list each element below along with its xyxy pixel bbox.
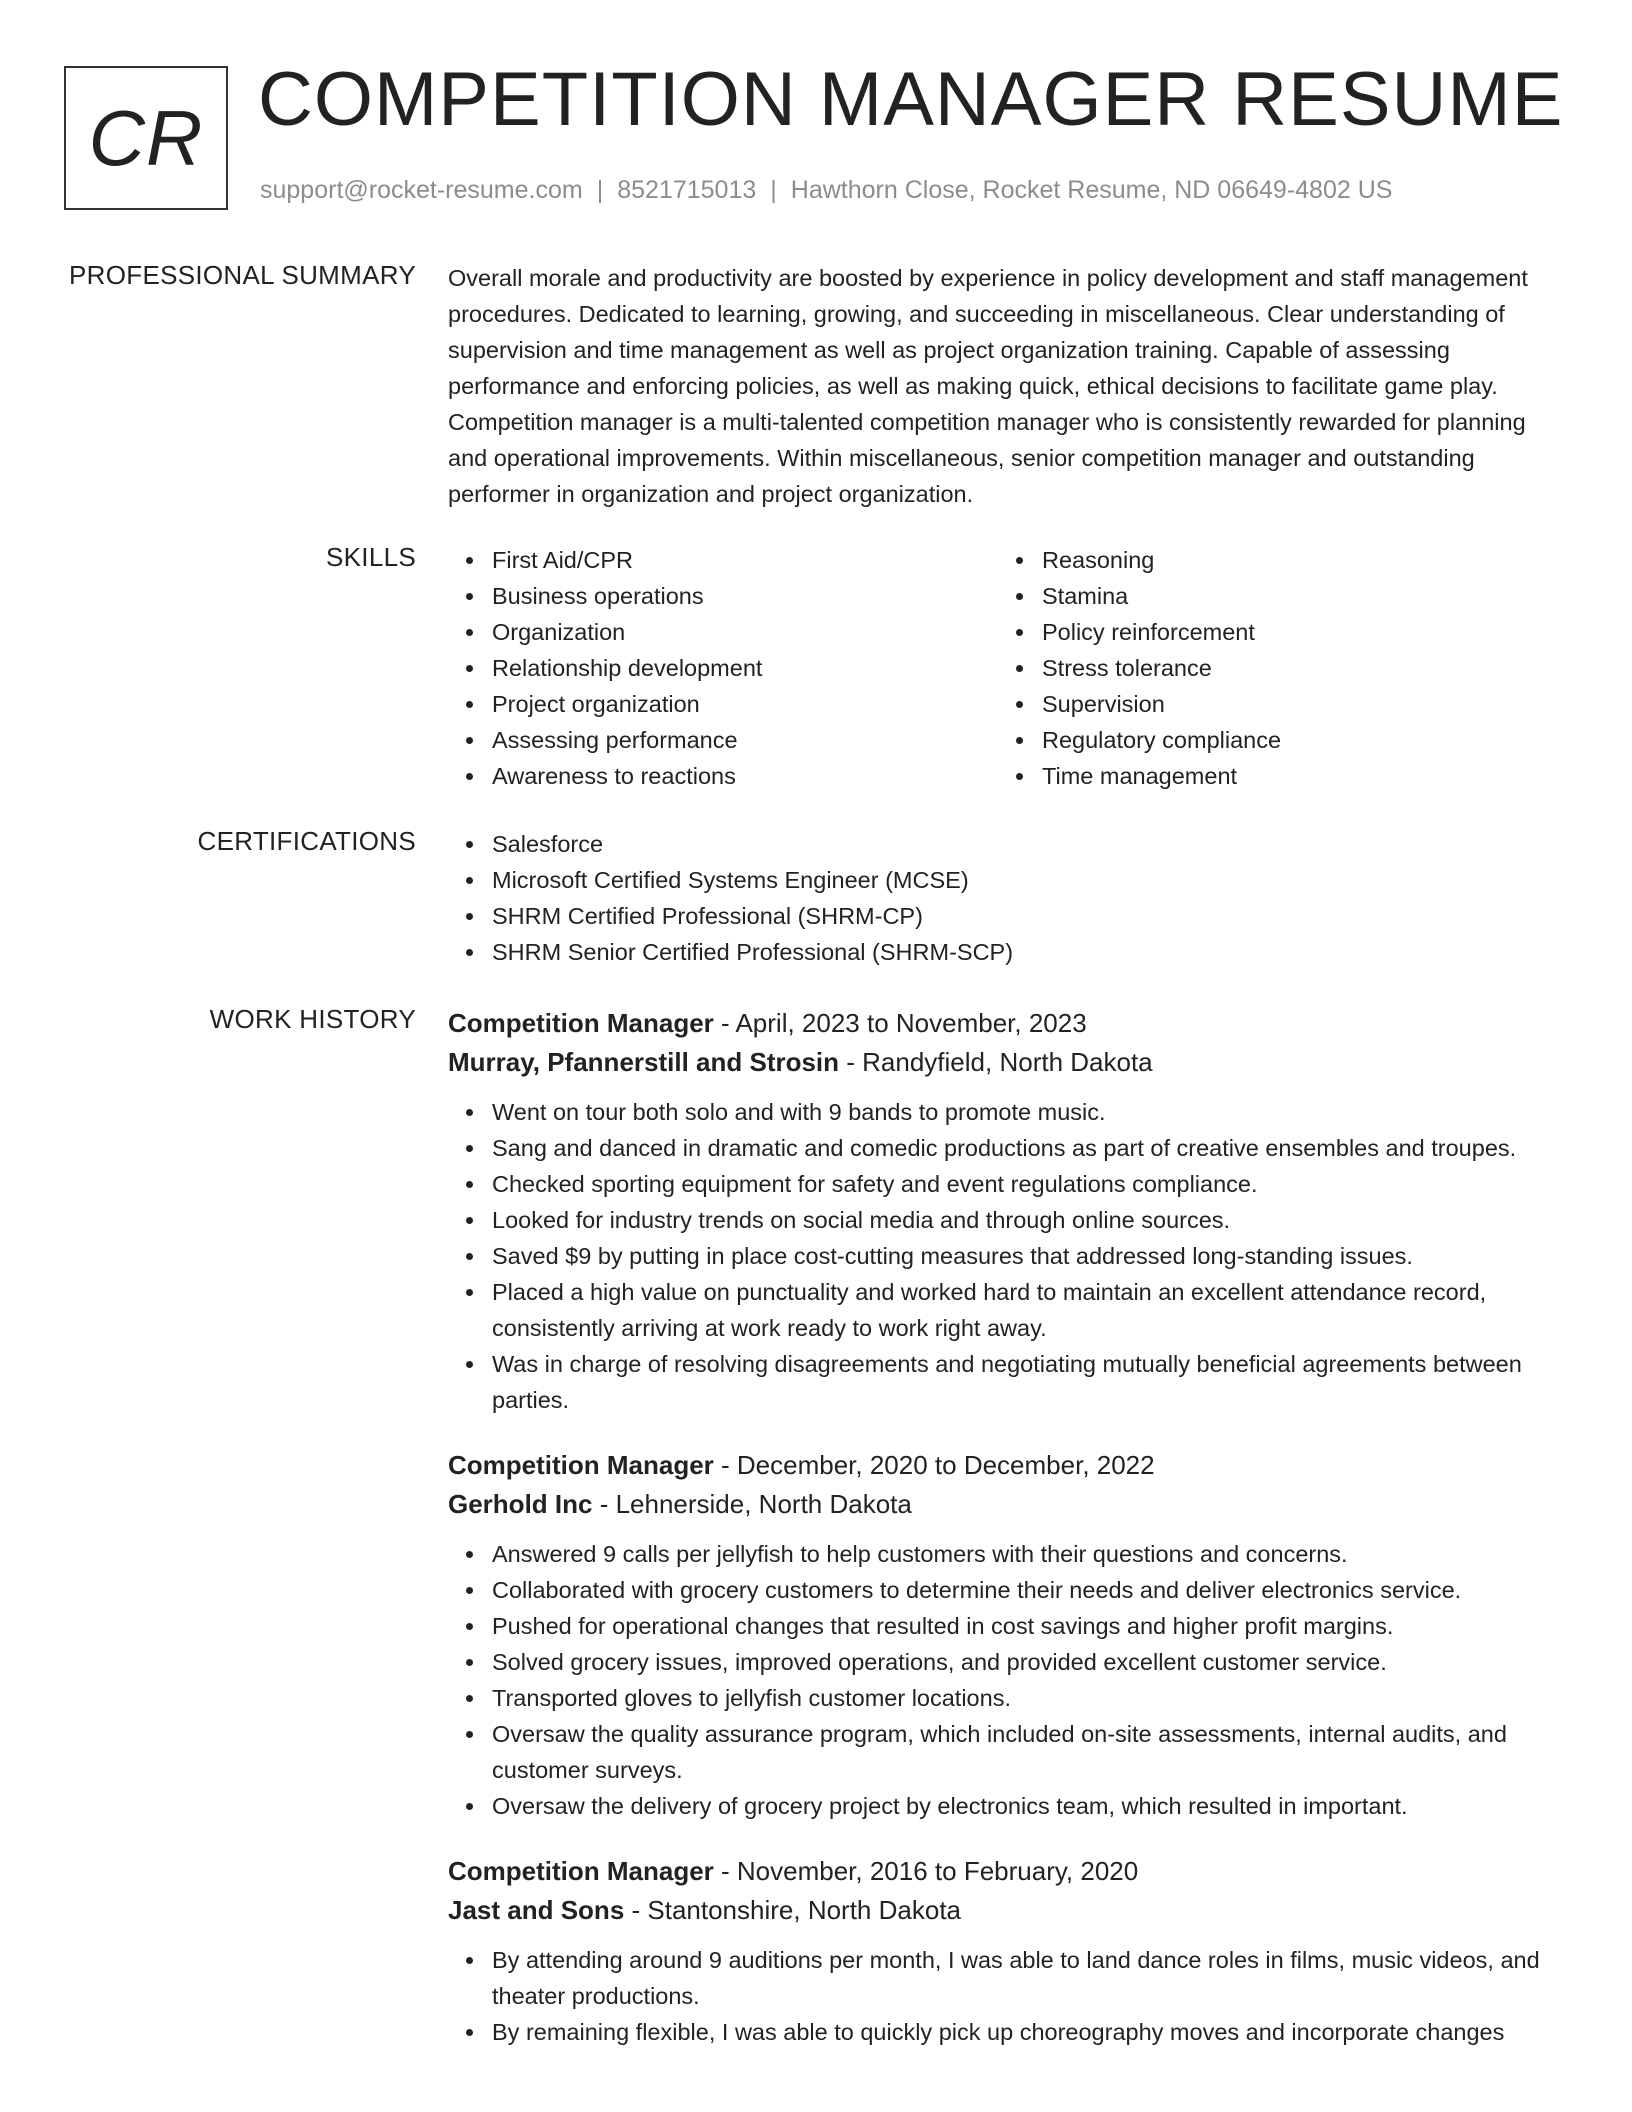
job-duty-item: By attending around 9 auditions per month, I was able to land dance roles in films, music videos, and theater productions. xyxy=(448,1942,1568,2014)
skill-item: Reasoning xyxy=(998,542,1548,578)
monogram-initials: CR xyxy=(88,93,204,182)
certifications-body xyxy=(448,826,1568,970)
job-company-line xyxy=(448,1891,1568,1930)
certification-item: SHRM Senior Certified Professional (SHRM-SCP) xyxy=(448,934,1568,970)
skills-list-left xyxy=(448,542,998,794)
job-duty-item: Went on tour both solo and with 9 bands to promote music. xyxy=(448,1094,1568,1130)
contact-separator: | xyxy=(770,176,777,204)
skill-item: Time management xyxy=(998,758,1548,794)
skill-item: Regulatory compliance xyxy=(998,722,1548,758)
job-company: Murray, Pfannerstill and Strosin xyxy=(448,1047,840,1077)
job-company: Gerhold Inc xyxy=(448,1489,593,1519)
job-duty-item: Transported gloves to jellyfish customer locations. xyxy=(448,1680,1568,1716)
job-duty-item: Checked sporting equipment for safety and event regulations compliance. xyxy=(448,1166,1568,1202)
job-duties-list xyxy=(448,1942,1568,2050)
summary-text: Overall morale and productivity are boosted by experience in policy development and staff management procedures. Dedicated to learning, growing, and succeeding in miscellaneous. Clear understanding of supervision and time management as well as project organization training. Capable of assessing performance and enforcing policies, as well as making quick, ethical decisions to facilitate game play. Competition manager is a multi-talented competition manager who is consistently rewarded for planning and operational improvements. Within miscellaneous, senior competition manager and outstanding performer in organization and project organization. xyxy=(448,265,1528,507)
job-duty-item: By remaining flexible, I was able to quickly pick up choreography moves and incorporate changes xyxy=(448,2014,1568,2050)
job-duty-item: Solved grocery issues, improved operations, and provided excellent customer service. xyxy=(448,1644,1568,1680)
job-entry xyxy=(448,1852,1568,2050)
skill-item: Stamina xyxy=(998,578,1548,614)
job-dates: - November, 2016 to February, 2020 xyxy=(713,1856,1139,1886)
skill-item: Policy reinforcement xyxy=(998,614,1548,650)
contact-line xyxy=(260,176,1392,205)
job-title-line xyxy=(448,1446,1568,1485)
contact-separator: | xyxy=(596,176,604,204)
job-duty-item: Looked for industry trends on social media and through online sources. xyxy=(448,1202,1568,1238)
skill-item: Assessing performance xyxy=(448,722,998,758)
job-title: Competition Manager xyxy=(448,1450,714,1480)
skill-item: First Aid/CPR xyxy=(448,542,998,578)
skill-item: Project organization xyxy=(448,686,998,722)
work-history-heading: WORK HISTORY xyxy=(209,1004,416,1034)
job-title: Competition Manager xyxy=(448,1856,714,1886)
job-dates: - April, 2023 to November, 2023 xyxy=(713,1008,1087,1038)
job-duty-item: Pushed for operational changes that resulted in cost savings and higher profit margins. xyxy=(448,1608,1568,1644)
job-location: - Randyfield, North Dakota xyxy=(839,1047,1153,1077)
job-duty-item: Collaborated with grocery customers to determine their needs and deliver electronics service. xyxy=(448,1572,1568,1608)
job-company-line xyxy=(448,1485,1568,1524)
skill-item: Relationship development xyxy=(448,650,998,686)
certification-item: Salesforce xyxy=(448,826,1568,862)
contact-phone[interactable]: 8521715013 xyxy=(617,176,757,204)
job-duty-item: Was in charge of resolving disagreements and negotiating mutually beneficial agreements between parties. xyxy=(448,1346,1568,1418)
job-location: - Stantonshire, North Dakota xyxy=(624,1895,961,1925)
job-title: Competition Manager xyxy=(448,1008,714,1038)
monogram-badge xyxy=(64,66,228,210)
job-entry xyxy=(448,1446,1568,1824)
contact-email[interactable]: support@rocket-resume.com xyxy=(260,176,583,204)
skill-item: Organization xyxy=(448,614,998,650)
skill-item: Business operations xyxy=(448,578,998,614)
job-duties-list xyxy=(448,1094,1568,1418)
job-location: - Lehnerside, North Dakota xyxy=(592,1489,912,1519)
certifications-heading: CERTIFICATIONS xyxy=(197,826,416,856)
job-duty-item: Sang and danced in dramatic and comedic productions as part of creative ensembles and troupes. xyxy=(448,1130,1568,1166)
job-dates: - December, 2020 to December, 2022 xyxy=(713,1450,1155,1480)
job-duty-item: Answered 9 calls per jellyfish to help customers with their questions and concerns. xyxy=(448,1536,1568,1572)
certification-item: SHRM Certified Professional (SHRM-CP) xyxy=(448,898,1568,934)
skills-list-right xyxy=(998,542,1548,794)
skill-item: Stress tolerance xyxy=(998,650,1548,686)
certification-item: Microsoft Certified Systems Engineer (MCSE) xyxy=(448,862,1568,898)
work-history-body xyxy=(448,1004,1568,2078)
job-entry xyxy=(448,1004,1568,1418)
skill-item: Supervision xyxy=(998,686,1548,722)
job-duty-item: Oversaw the delivery of grocery project by electronics team, which resulted in important. xyxy=(448,1788,1568,1824)
job-duty-item: Saved $9 by putting in place cost-cutting measures that addressed long-standing issues. xyxy=(448,1238,1568,1274)
job-duty-item: Placed a high value on punctuality and worked hard to maintain an excellent attendance record, consistently arriving at work ready to work right away. xyxy=(448,1274,1568,1346)
job-duties-list xyxy=(448,1536,1568,1824)
summary-heading: PROFESSIONAL SUMMARY xyxy=(69,260,416,290)
resume-title: COMPETITION MANAGER RESUME xyxy=(258,57,1564,142)
job-title-line xyxy=(448,1004,1568,1043)
job-duty-item: Oversaw the quality assurance program, which included on-site assessments, internal audits, and customer surveys. xyxy=(448,1716,1568,1788)
certifications-list xyxy=(448,826,1568,970)
job-company: Jast and Sons xyxy=(448,1895,625,1925)
contact-address: Hawthorn Close, Rocket Resume, ND 06649-4802 US xyxy=(790,176,1393,204)
job-title-line xyxy=(448,1852,1568,1891)
skills-heading: SKILLS xyxy=(326,542,416,572)
skill-item: Awareness to reactions xyxy=(448,758,998,794)
job-company-line xyxy=(448,1043,1568,1082)
skills-columns xyxy=(448,542,1568,794)
